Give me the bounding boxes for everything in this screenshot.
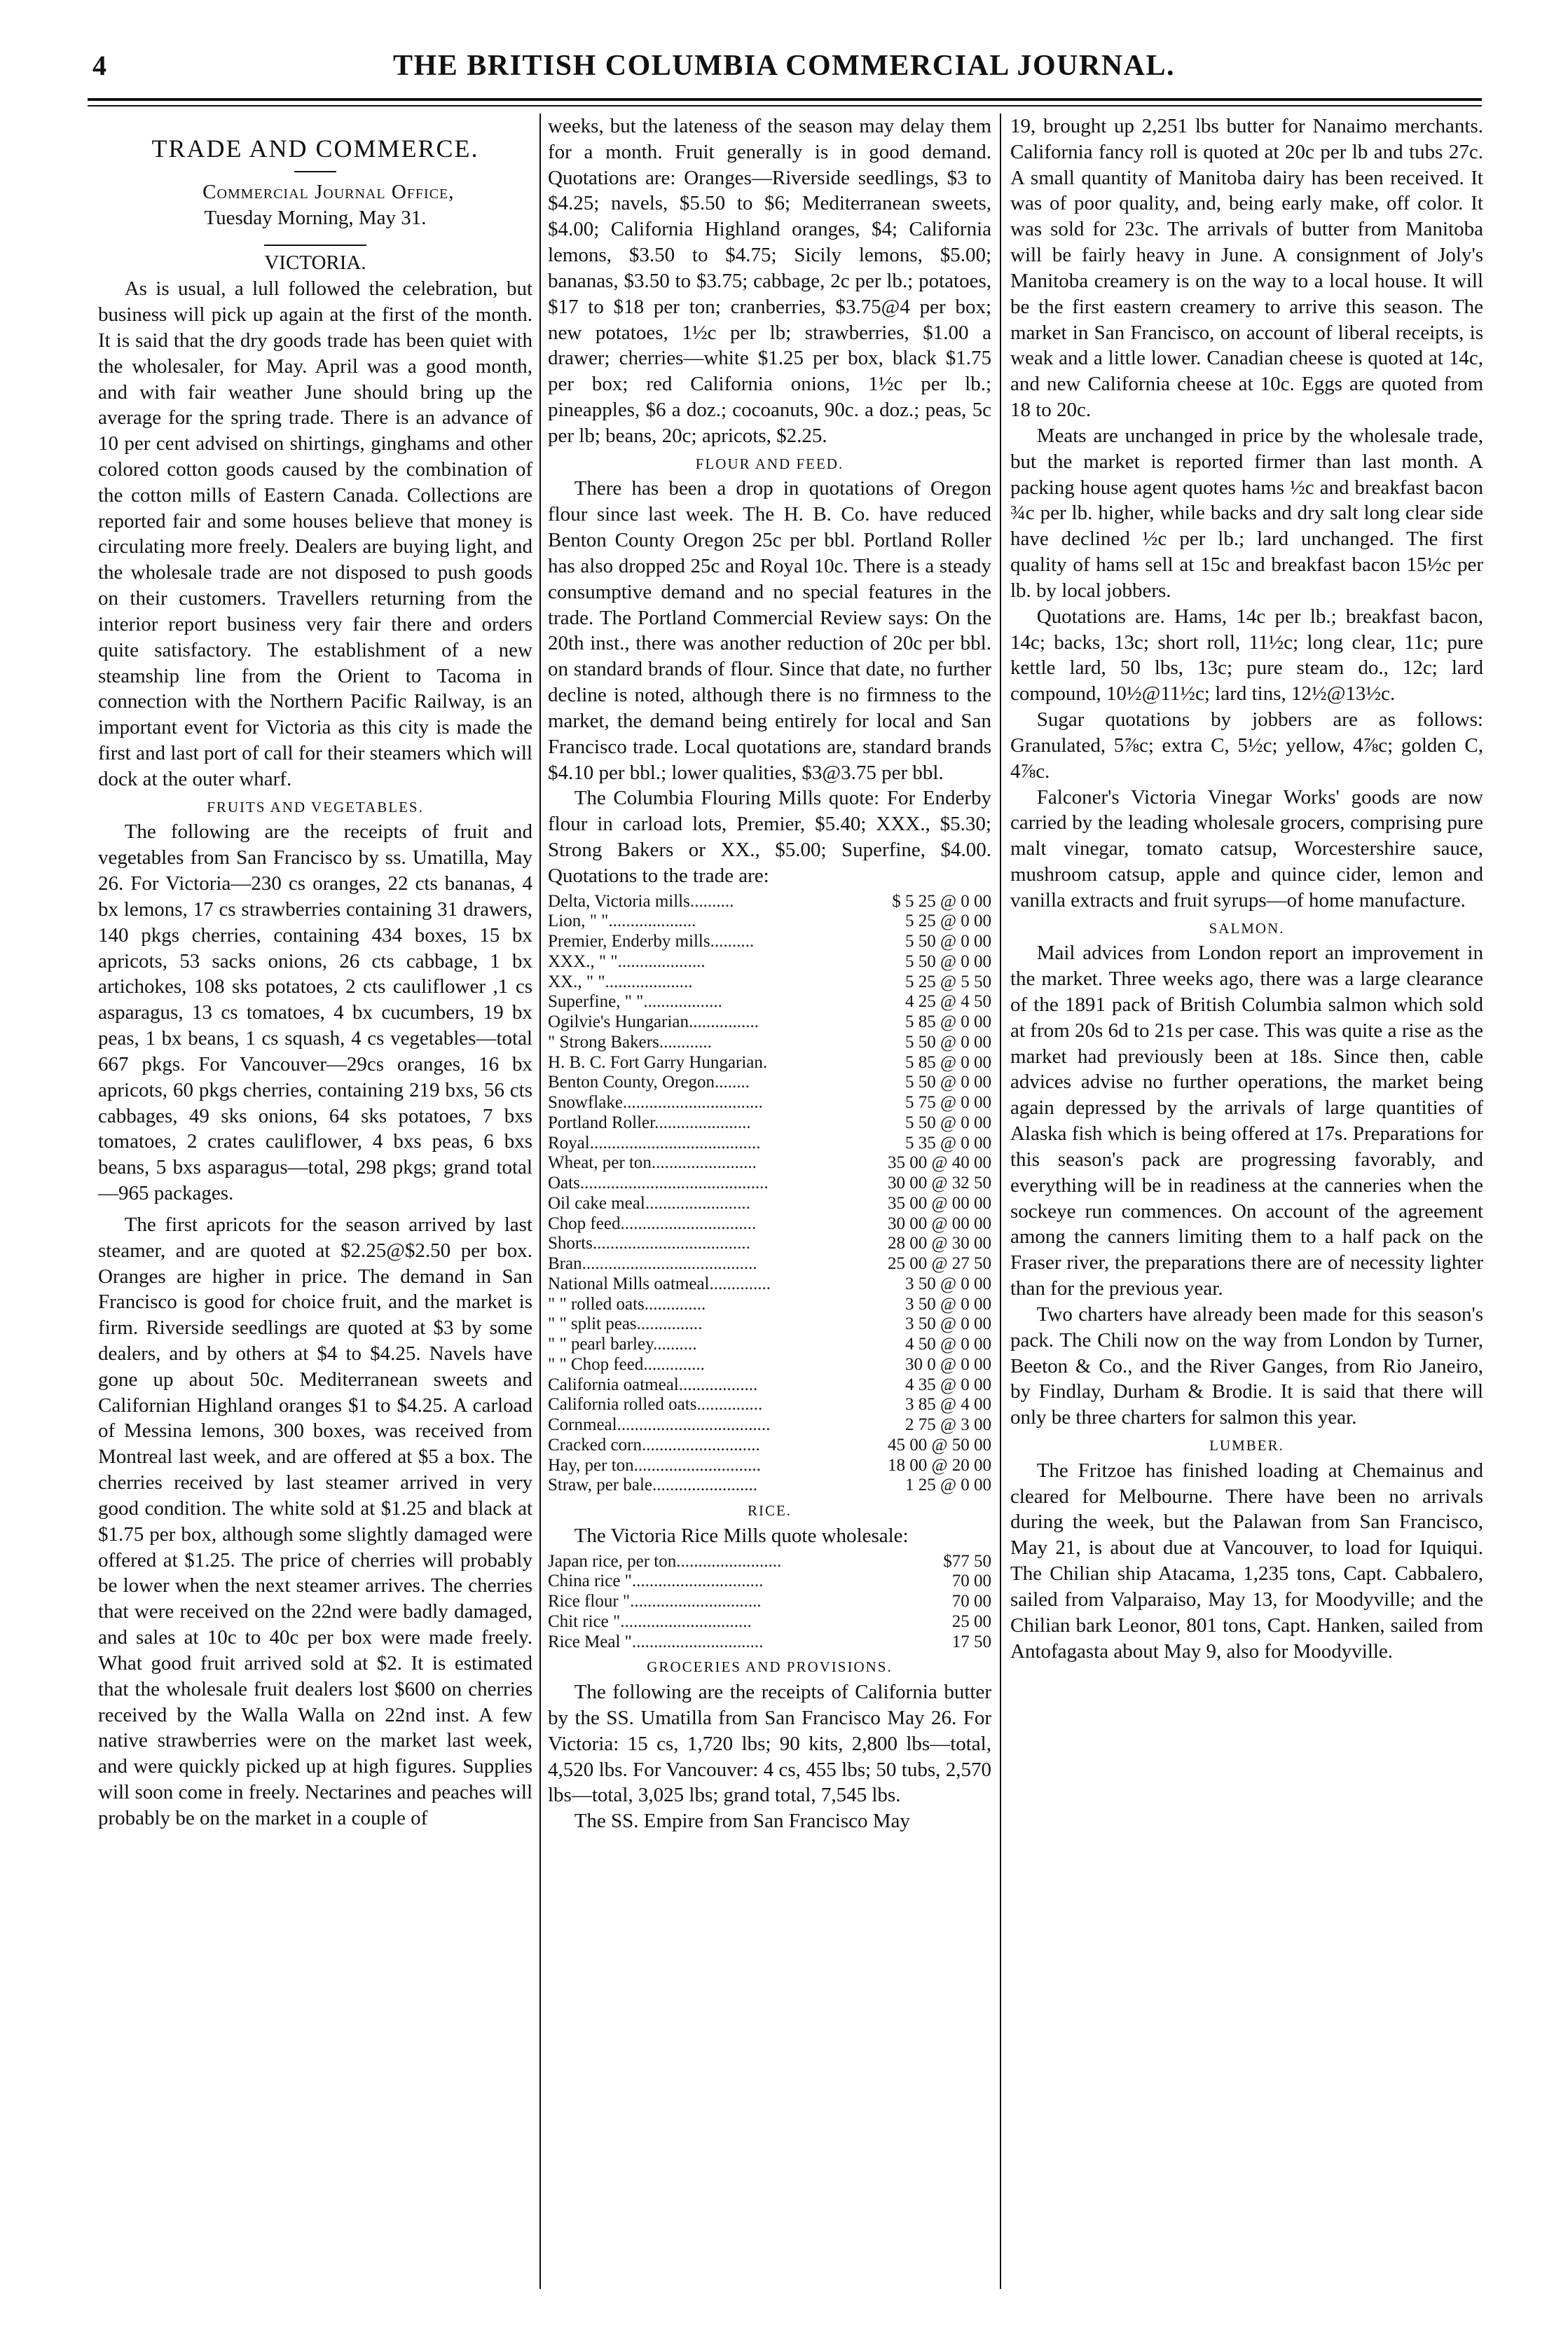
paragraph: Mail advices from London report an improvement in the market. Three weeks ago, there was a large clearance of the 1891 pack of British Columbia salmon which sold at from 20s 6d to 21s per case. This was quite a rise as the market had previously been at 18s. Since then, cable advices advise no further operations, the market being again depressed by the arrivals of large quantities of Alaska fish which is being offered at 17s. Preparations for this season's pack are progressing favorably, and everything will be in readiness at the canneries when the sockeye run commences. On account of the agreement among the canners limiting them to a half pack on the Fraser river, the preparations there are of necessity lighter than for the previous year. [1010, 942, 1483, 1300]
quote-item [548, 1194, 823, 1214]
quote-item-label: Benton County, Oregon [548, 1073, 715, 1092]
subheading: FLOUR AND FEED. [695, 455, 844, 472]
flour-quote-row [548, 1012, 991, 1033]
rice-quote-row [548, 1592, 991, 1612]
quote-item-label: National Mills oatmeal [548, 1274, 710, 1293]
paragraph: The following are the receipts of California butter by the SS. Umatilla from San Francisco May 26. For Victoria: 15 cs, 1,720 lbs; 90 kits, 2,800 lbs—total, 4,520 lbs. For Vancouver: 4 cs, 455 lbs; 50 tubs, 2,570 lbs—total, 3,025 lbs; grand total, 7,545 lbs. [548, 1681, 991, 1807]
paragraph: There has been a drop in quotations of Oregon flour since last week. The H. B. Co. have reduced Benton County Oregon 25c per bbl. Portland Roller has also dropped 25c and Royal 10c. There is a steady consumptive demand and no special features in the trade. The Portland Commercial Review says: On the 20th inst., there was another reduction of 20c per bbl. on standard brands of flour. Since that date, no further decline is noted, although there is no firmness to the market, the demand being entirely for local and San Francisco trade. Local quotations are, standard brands $4.10 per bbl.; lower qualities, $3@3.75 per bbl. [548, 477, 991, 784]
quote-item-label: Delta, Victoria mills [548, 891, 690, 911]
quote-price: 5 50 @ 0 00 [905, 1073, 991, 1092]
quote-item [548, 1632, 823, 1653]
quote-leader-dots: .................................... [592, 1234, 750, 1253]
quote-leader-dots: .................. [678, 1375, 758, 1394]
quote-item-label: Chop feed [548, 1213, 621, 1233]
quote-item-label: China rice " [548, 1572, 632, 1591]
flour-quote-row [548, 1134, 991, 1154]
quote-leader-dots: ........................ [645, 1193, 750, 1213]
quote-item-label: XXX., " " [548, 951, 618, 971]
quote-leader-dots: ............... [696, 1395, 763, 1415]
quote-item-label: Straw, per bale [548, 1476, 653, 1495]
column-2 [548, 114, 991, 2289]
quote-price: 5 50 @ 0 00 [905, 951, 991, 971]
quote-item-label: Bran [548, 1254, 582, 1274]
quote-leader-dots: ....................................... [589, 1133, 761, 1153]
quote-item [548, 1153, 823, 1174]
quote-item-label: Premier, Enderby mills [548, 932, 710, 951]
quote-item [548, 1592, 823, 1612]
office-line: Commercial Journal Office, [202, 180, 455, 203]
flour-quote-row [548, 1033, 991, 1053]
paragraph: As is usual, a lull followed the celebration, but business will pick up again at the first of the month. It is said that the dry goods trade has been quiet with the wholesaler, for May. April was a good month, and with fair weather June should bring up the average for the spring trade. There is an advance of 10 per cent advised on shirtings, ginghams and other colored cotton goods caused by the combination of the cotton mills of Eastern Canada. Collections are reported fair and some houses believe that money is circulating more freely. Dealers are buying light, and the wholesale trade are not disposed to push goods on their customers. Travellers returning from the interior report business very fair there and orders quite satisfactory. The establishment of a new steamship line from the Orient to Tacoma in connection with the Northern Pacific Railway, is an important event for Victoria as this city is made the first and last port of call for their steamers which will dock at the outer wharf. [98, 277, 532, 790]
quote-leader-dots: .............. [644, 1294, 706, 1314]
flour-quote-row [548, 1314, 991, 1335]
flour-quote-row [548, 1295, 991, 1315]
quote-price: 5 50 @ 0 00 [905, 1032, 991, 1052]
rice-quote-row [548, 1552, 991, 1572]
quote-item-label: Chit rice " [548, 1611, 621, 1631]
quote-item [548, 1572, 823, 1592]
quote-leader-dots: ........................ [652, 1476, 758, 1495]
paragraph: The Fritzoe has finished loading at Chemainus and cleared for Melbourne. There have been no arrivals during the week, but the Palawan from San Francisco, May 21, is about due at Vancouver, to load for Iquiqui. The Chilian ship Atacama, 1,235 tons, Capt. Cabbalero, sailed from Valparaiso, May 13, for Moodyville; and the Chilian bark Leonor, 801 tons, Capt. Hanken, sailed from Antofagasta about May 9, also for Moodyville. [1010, 1459, 1483, 1663]
rice-quote-row [548, 1572, 991, 1592]
quote-item [548, 952, 823, 972]
quote-item [548, 1456, 823, 1476]
quote-price: 45 00 @ 50 00 [887, 1435, 991, 1455]
quote-leader-dots: .................... [617, 951, 706, 971]
flour-quote-row [548, 1093, 991, 1113]
flour-quote-row [548, 912, 991, 932]
quote-item [548, 1436, 823, 1456]
quote-price: $ 5 25 @ 0 00 [892, 891, 991, 911]
quote-item [548, 1134, 823, 1154]
quote-item [548, 1415, 823, 1436]
quote-item [548, 1335, 823, 1355]
flour-quote-row [548, 1214, 991, 1235]
quote-price: 5 75 @ 0 00 [905, 1093, 991, 1113]
quote-item [548, 1314, 823, 1335]
quote-price: 5 50 @ 0 00 [905, 1113, 991, 1132]
page-number: 4 [92, 50, 106, 81]
quote-leader-dots: . [762, 1052, 768, 1072]
flour-quote-row [548, 1254, 991, 1274]
quote-leader-dots: .............................. [630, 1592, 762, 1611]
quote-item [548, 932, 823, 952]
quote-item-label: Cornmeal [548, 1415, 617, 1435]
quote-leader-dots: .......... [689, 891, 734, 911]
quote-price: 35 00 @ 00 00 [887, 1193, 991, 1213]
quote-price: 5 85 @ 0 00 [905, 1052, 991, 1072]
quote-item [548, 1093, 823, 1113]
quote-item-label: Oil cake meal [548, 1193, 645, 1213]
quote-leader-dots: .................. [643, 992, 722, 1012]
quote-price: 3 50 @ 0 00 [905, 1294, 991, 1314]
flour-quote-row [548, 892, 991, 912]
paragraph: The following are the receipts of fruit and vegetables from San Francisco by ss. Umatilla, May 26. For Victoria—230 cs oranges, 22 cts bananas, 4 bx lemons, 17 cs strawberries containing 31 drawers, 140 pkgs cherries, containing 434 boxes, 15 bx apricots, 53 sacks onions, 26 cts cabbage, 1 bx artichokes, 108 sks potatoes, 2 cts cauliflower ,1 cs asparagus, 13 cs tomatoes, 4 bx cucumbers, 19 bx peas, 1 bx beans, 1 cs squash, 4 cs vegetables—total 667 pkgs. For Vancouver—29cs oranges, 16 bx apricots, 60 pkgs cherries, containing 219 bxs, 56 cts cabbages, 49 sks onions, 64 sks potatoes, 7 bxs tomatoes, 2 crates cauliflower, 4 bxs peas, 6 bxs beans, 5 bxs asparagus—total, 298 pkgs; grand total—965 packages. [98, 820, 532, 1205]
paragraph: Quotations are. Hams, 14c per lb.; breakfast bacon, 14c; backs, 13c; short roll, 11½c; long clear, 11c; pure kettle lard, 50 lbs, 13c; pure steam do., 12c; lard compound, 10½@11½c; lard tins, 12½@13½c. [1010, 605, 1483, 706]
quote-price: 5 25 @ 0 00 [905, 912, 991, 931]
quote-price: 17 50 [951, 1632, 991, 1651]
quote-leader-dots: .............. [709, 1274, 771, 1293]
section-heading: TRADE AND COMMERCE. [151, 135, 479, 163]
flour-quote-row [548, 1073, 991, 1093]
paragraph: 19, brought up 2,251 lbs butter for Nanaimo merchants. California fancy roll is quoted at 20c per lb and tubs 27c. A small quantity of Manitoba dairy has been received. It was of poor quality, and, being early make, off color. It was sold for 23c. The arrivals of butter from Manitoba will be fairly heavy in June. A consignment of Joly's Manitoba creamery is on the way to a local house. It will be the first eastern creamery to arrive this season. The market in San Francisco, on account of liberal receipts, is weak and a little lower. Canadian cheese is quoted at 14c, and new California cheese at 10c. Eggs are quoted from 18 to 20c. [1010, 115, 1483, 422]
quote-item-label: Portland Roller [548, 1113, 655, 1132]
quote-price: 25 00 [951, 1611, 991, 1631]
quote-price: 70 00 [951, 1572, 991, 1591]
flour-quote-row [548, 1415, 991, 1436]
quote-leader-dots: ........................................ [582, 1254, 757, 1274]
flour-quote-row [548, 1234, 991, 1254]
quote-price: 25 00 @ 27 50 [887, 1254, 991, 1274]
paragraph: The Victoria Rice Mills quote wholesale: [574, 1524, 909, 1547]
quote-leader-dots: ...................... [654, 1113, 751, 1132]
flour-quote-row [548, 1395, 991, 1415]
quote-price: 5 35 @ 0 00 [905, 1133, 991, 1153]
quote-leader-dots: .............................. [620, 1611, 752, 1631]
column-divider [1000, 114, 1001, 2289]
subheading: LUMBER. [1209, 1437, 1284, 1455]
quote-price: 18 00 @ 20 00 [887, 1455, 991, 1475]
flour-quote-row [548, 1174, 991, 1194]
paragraph: The Columbia Flouring Mills quote: For Enderby flour in carload lots, Premier, $5.40; XXX., $5.30; Strong Bakers or XX., $5.00; Superfine, $4.00. Quotations to the trade are: [548, 787, 991, 887]
quote-price: 5 85 @ 0 00 [905, 1012, 991, 1032]
quote-price: 30 00 @ 00 00 [887, 1213, 991, 1233]
quote-item [548, 1395, 823, 1415]
subheading: FRUITS AND VEGETABLES. [207, 798, 424, 816]
flour-quote-row [548, 932, 991, 952]
flour-quote-row [548, 1355, 991, 1375]
quote-price: 30 0 @ 0 00 [905, 1354, 991, 1374]
quote-leader-dots: ........ [714, 1073, 750, 1092]
quote-item [548, 1073, 823, 1093]
quote-leader-dots: ........................ [676, 1551, 782, 1571]
quote-item [548, 992, 823, 1012]
quote-item [548, 1375, 823, 1396]
city-heading: VICTORIA. [264, 245, 366, 276]
quote-price: 30 00 @ 32 50 [887, 1174, 991, 1193]
paragraph: The first apricots for the season arrived by last steamer, and are quoted at $2.25@$2.50 per box. Oranges are higher in price. The demand in San Francisco is good for choice fruit, and the market is firm. Riverside seedlings are quoted at $3 by some dealers, and by others at $4 to $4.25. Navels have gone up about 50c. Mediterranean sweets and Californian Highland oranges $1 to $4.25. A carload of Messina lemons, 300 boxes, was received from Montreal last week, and are offered at $5 a box. The cherries received by last steamer arrived in very good condition. The white sold at $1.25 and black at $1.75 per box, although some slightly damaged were offered at $1.25. The price of cherries will probably be lower when the next steamer arrives. The cherries that were received on the 22nd were badly damaged, and sales at 10c to 40c per box were made freely. What good fruit arrived sold at $2. It is estimated that the wholesale fruit dealers lost $600 on cherries received by the Walla Walla on 22nd inst. A few native strawberries were on the market last week, and were quickly picked up at high figures. Supplies will soon come in freely. Nectarines and peaches will probably be on the market in a couple of [98, 1213, 532, 1829]
column-divider [539, 114, 541, 2289]
quote-price: 70 00 [951, 1592, 991, 1611]
quote-item-label: Ogilvie's Hungarian [548, 1012, 689, 1032]
paragraph: Meats are unchanged in price by the wholesale trade, but the market is reported firmer than last month. A packing house agent quotes hams ½c and breakfast bacon ¾c per lb. higher, while backs and dry salt long clear side have declined ½c per lb.; lard unchanged. The first quality of hams sell at 15c and breakfast bacon 15½c per lb. by local jobbers. [1010, 424, 1483, 602]
paragraph: The SS. Empire from San Francisco May [574, 1810, 910, 1833]
quote-item-label: H. B. C. Fort Garry Hungarian [548, 1052, 763, 1072]
paragraph: weeks, but the lateness of the season may delay them for a month. Fruit generally is in good demand. Quotations are: Oranges—Riverside seedlings, $3 to $4.25; navels, $5.50 to $6; Mediterranean sweets, $4.00; California Highland oranges, $4; California lemons, $3.50 to $4.75; Sicily lemons, $5.00; bananas, $3.50 to $3.75; cabbage, 2c per lb.; potatoes, $17 to $18 per ton; cranberries, $3.75@4 per box; new potatoes, 1½c per lb; strawberries, $1.00 a drawer; cherries—white $1.25 per box, black $1.75 per box; red California onions, 1½c per lb.; pineapples, $6 a doz.; cocoanuts, 90c. a doz.; peas, 5c per lb; beans, 20c; apricots, $2.25. [548, 115, 991, 447]
quote-item-label: Superfine, " " [548, 992, 644, 1012]
quote-item-label: Rice flour " [548, 1592, 631, 1611]
city-heading-wrap [98, 238, 532, 276]
flour-quote-row [548, 1476, 991, 1496]
quote-price: 3 50 @ 0 00 [905, 1274, 991, 1293]
flour-quote-row [548, 1456, 991, 1476]
page-header [0, 49, 1568, 91]
quote-item [548, 892, 823, 912]
journal-title: THE BRITISH COLUMBIA COMMERCIAL JOURNAL. [393, 50, 1175, 82]
quote-leader-dots: ............... [636, 1314, 703, 1334]
quote-item [548, 1476, 823, 1496]
quote-item [548, 1355, 823, 1375]
flour-quote-row [548, 1375, 991, 1396]
paragraph: Two charters have already been made for this season's pack. The Chili now on the way from London by Turner, Beeton & Co., and the River Ganges, from Rio Janeiro, by Findlay, Durham & Brodie. It is said that there will only be three charters for salmon this year. [1010, 1302, 1483, 1429]
flour-quote-row [548, 1436, 991, 1456]
quote-leader-dots: ............ [659, 1032, 712, 1052]
flour-quote-row [548, 972, 991, 993]
rice-quotation-table [548, 1552, 991, 1653]
quote-leader-dots: .................... [605, 972, 693, 991]
quote-leader-dots: ........................................... [579, 1174, 769, 1193]
quote-item-label: XX., " " [548, 972, 605, 991]
quote-item [548, 1612, 823, 1632]
quote-item-label: Snowflake [548, 1093, 623, 1113]
quote-item-label: " " rolled oats [548, 1294, 645, 1314]
paragraph: Sugar quotations by jobbers are as follows: Granulated, 5⅞c; extra C, 5½c; yellow, 4⅞c; golden C, 4⅞c. [1010, 708, 1483, 783]
heading-rule [294, 171, 336, 172]
quote-price: 28 00 @ 30 00 [887, 1234, 991, 1253]
quote-item [548, 1552, 823, 1572]
flour-quotation-table [548, 892, 991, 1497]
quote-item [548, 1033, 823, 1053]
quote-item-label: Wheat, per ton [548, 1153, 652, 1173]
quote-price: 4 25 @ 4 50 [905, 992, 991, 1012]
quote-item-label: California oatmeal [548, 1375, 679, 1394]
quote-item-label: " " split peas [548, 1314, 637, 1334]
subheading: GROCERIES AND PROVISIONS. [647, 1658, 893, 1676]
quote-item-label: " " pearl barley [548, 1335, 653, 1354]
quote-item-label: Lion, " " [548, 912, 609, 931]
flour-quote-row [548, 1194, 991, 1214]
subheading: RICE. [747, 1502, 792, 1520]
quote-price: 5 50 @ 0 00 [905, 932, 991, 951]
quote-item [548, 972, 823, 993]
quote-item-label: Oats [548, 1174, 580, 1193]
header-rule [88, 98, 1482, 101]
flour-quote-row [548, 1113, 991, 1134]
quote-item-label: Royal [548, 1133, 590, 1153]
date-line: Tuesday Morning, May 31. [204, 206, 427, 229]
flour-quote-row [548, 1153, 991, 1174]
header-rule-thin [88, 105, 1482, 106]
column-3 [1010, 114, 1483, 2289]
quote-leader-dots: ................................ [622, 1093, 763, 1113]
quote-item-label: " Strong Bakers [548, 1032, 659, 1052]
flour-quote-row [548, 992, 991, 1012]
quote-leader-dots: .......... [710, 932, 755, 951]
quote-leader-dots: ................ [689, 1012, 759, 1032]
flour-quote-row [548, 1274, 991, 1295]
quote-leader-dots: .............................. [631, 1632, 764, 1651]
quote-item-label: " " Chop feed [548, 1354, 644, 1374]
quote-leader-dots: .................... [608, 912, 696, 931]
rice-quote-row [548, 1632, 991, 1653]
quote-item [548, 1214, 823, 1235]
quote-leader-dots: .............. [643, 1354, 705, 1374]
flour-quote-row [548, 952, 991, 972]
quote-item-label: Cracked corn [548, 1435, 642, 1455]
quote-price: 2 75 @ 3 00 [905, 1415, 991, 1435]
quote-price: 4 35 @ 0 00 [905, 1375, 991, 1394]
quote-price: 4 50 @ 0 00 [905, 1335, 991, 1354]
flour-quote-row [548, 1335, 991, 1355]
quote-item [548, 1174, 823, 1194]
quote-item-label: Shorts [548, 1234, 593, 1253]
quote-price: 1 25 @ 0 00 [905, 1476, 991, 1495]
quote-item [548, 912, 823, 932]
quote-price: 3 50 @ 0 00 [905, 1314, 991, 1334]
quote-price: 5 25 @ 5 50 [905, 972, 991, 991]
column-1 [98, 114, 532, 2289]
quote-item [548, 1234, 823, 1254]
quote-item [548, 1254, 823, 1274]
paragraph: Falconer's Victoria Vinegar Works' goods are now carried by the leading wholesale grocers, comprising pure malt vinegar, tomato catsup, Worcestershire sauce, mushroom catsup, apple and quince cider, lemon and vanilla extracts and fruit syrups—of home manufacture. [1010, 785, 1483, 912]
quote-item [548, 1012, 823, 1033]
quote-leader-dots: ................................... [617, 1415, 771, 1435]
quote-item-label: Japan rice, per ton [548, 1551, 677, 1571]
quote-item [548, 1053, 823, 1073]
quote-price: $77 50 [943, 1551, 991, 1571]
quote-leader-dots: ........................... [641, 1435, 760, 1455]
quote-leader-dots: ............................... [620, 1213, 757, 1233]
rice-quote-row [548, 1612, 991, 1632]
subheading: SALMON. [1209, 919, 1285, 937]
quote-item [548, 1295, 823, 1315]
quote-leader-dots: ........................ [651, 1153, 757, 1173]
quote-leader-dots: .............................. [631, 1572, 764, 1591]
quote-item [548, 1274, 823, 1295]
quote-item-label: Hay, per ton [548, 1455, 634, 1475]
quote-leader-dots: ............................. [633, 1455, 761, 1475]
quote-item-label: Rice Meal " [548, 1632, 632, 1651]
quote-leader-dots: .......... [652, 1335, 697, 1354]
quote-price: 3 85 @ 4 00 [905, 1395, 991, 1415]
flour-quote-row [548, 1053, 991, 1073]
quote-item [548, 1113, 823, 1134]
quote-price: 35 00 @ 40 00 [887, 1153, 991, 1173]
quote-item-label: California rolled oats [548, 1395, 697, 1415]
